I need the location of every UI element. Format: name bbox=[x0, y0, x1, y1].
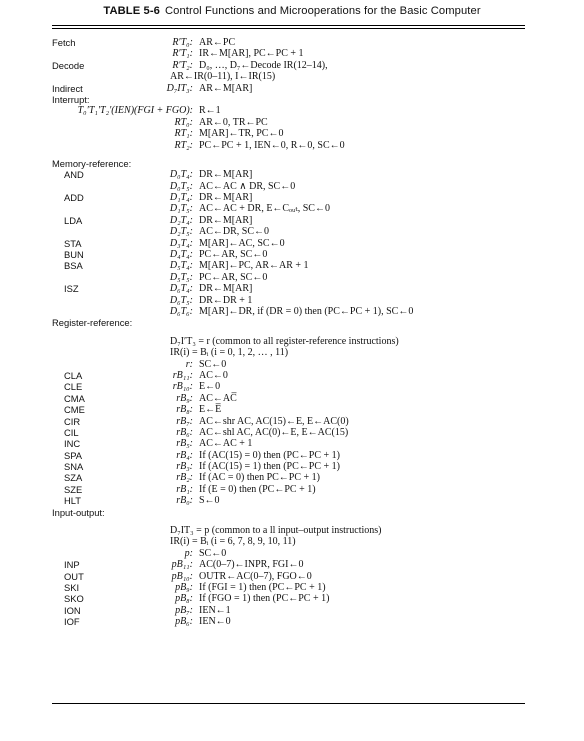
control-functions-table bbox=[0, 37, 584, 628]
table-row bbox=[0, 117, 584, 128]
table-row bbox=[0, 192, 584, 203]
row-section-label: INP bbox=[64, 559, 80, 571]
row-microoperation: If (AC = 0) then PC←PC + 1) bbox=[199, 472, 321, 484]
row-control-function: D₀T₄: bbox=[169, 169, 193, 181]
row-microoperation: AR←PC bbox=[199, 37, 236, 48]
row-section-label: LDA bbox=[64, 214, 83, 226]
table-row bbox=[0, 359, 584, 370]
table-row bbox=[0, 548, 584, 559]
table-row bbox=[0, 559, 584, 570]
row-section-label: IOF bbox=[64, 616, 80, 628]
row-control-function: D₁T₅: bbox=[169, 203, 193, 215]
row-microoperation: PC←PC + 1, IEN←0, R←0, SC←0 bbox=[199, 139, 345, 151]
row-section-label: SKO bbox=[64, 593, 84, 605]
row-microoperation: AC←DR, SC←0 bbox=[199, 226, 270, 238]
table-row bbox=[0, 472, 584, 483]
row-section-label: OUT bbox=[64, 570, 84, 582]
row-control-function: D₂T₄: bbox=[169, 214, 193, 226]
table-row bbox=[0, 169, 584, 180]
table-row bbox=[0, 215, 584, 226]
row-control-function: rB₈: bbox=[176, 404, 193, 416]
row-microoperation: M[AR]←PC, AR←AR + 1 bbox=[199, 260, 309, 272]
row-microoperation: If (FGI = 1) then (PC←PC + 1) bbox=[199, 581, 326, 593]
table-row bbox=[0, 181, 584, 192]
row-control-function: pB₈: bbox=[175, 593, 193, 605]
row-section-label: Fetch bbox=[52, 37, 76, 48]
row-control-function: pB₁₀: bbox=[171, 570, 193, 582]
row-section-label: CIR bbox=[64, 415, 81, 427]
row-spacer bbox=[0, 518, 584, 525]
row-microoperation: If (AC(15) = 0) then (PC←PC + 1) bbox=[199, 449, 340, 461]
row-control-function: R′T₀: bbox=[172, 37, 193, 48]
row-microoperation: SC←0 bbox=[199, 358, 227, 370]
row-microoperation: DR←M[AR] bbox=[199, 283, 253, 295]
row-section-label: CLE bbox=[64, 381, 83, 393]
row-control-function: pB₇: bbox=[175, 604, 193, 616]
row-section-label: INC bbox=[64, 438, 81, 450]
row-control-function: D₆T₆: bbox=[169, 305, 193, 317]
row-microoperation: SC←0 bbox=[199, 547, 227, 559]
row-section-label: STA bbox=[64, 237, 82, 249]
table-row bbox=[0, 203, 584, 214]
row-section-label: BSA bbox=[64, 260, 83, 272]
table-row bbox=[0, 37, 584, 48]
row-microoperation: R←1 bbox=[199, 105, 221, 117]
row-microoperation: DR←DR + 1 bbox=[199, 294, 253, 306]
row-control-function: D₀T₅: bbox=[169, 180, 193, 192]
row-control-function: pB₉: bbox=[175, 581, 193, 593]
row-control-function: rB₂: bbox=[176, 472, 193, 484]
row-control-function: rB₁₁: bbox=[172, 369, 193, 381]
row-microoperation: M[AR]←TR, PC←0 bbox=[199, 128, 284, 140]
row-microoperation: D₀, …, D₇←Decode IR(12–14), bbox=[199, 59, 328, 71]
row-section-label: CME bbox=[64, 404, 85, 416]
row-microoperation: If (FGO = 1) then (PC←PC + 1) bbox=[199, 593, 330, 605]
table-row bbox=[0, 381, 584, 392]
table-row bbox=[0, 347, 584, 358]
table-row bbox=[0, 605, 584, 616]
row-section-label: SNA bbox=[64, 461, 84, 473]
row-section-label: AND bbox=[64, 169, 84, 181]
table-row bbox=[0, 48, 584, 59]
row-section-label: Memory-reference: bbox=[52, 157, 132, 169]
row-section-label: CIL bbox=[64, 426, 79, 438]
row-control-function: D₅T₄: bbox=[169, 260, 193, 272]
row-control-function: rB₁₀: bbox=[172, 381, 193, 393]
row-control-function: pB₁₁: bbox=[171, 559, 193, 571]
row-control-function: rB₄: bbox=[176, 449, 193, 461]
table-row bbox=[0, 306, 584, 317]
row-microoperation: IEN←1 bbox=[199, 604, 231, 616]
row-control-function: D₅T₅: bbox=[169, 271, 193, 283]
table-row bbox=[0, 83, 584, 94]
row-control-function: D₆T₅: bbox=[169, 294, 193, 306]
table-row bbox=[0, 295, 584, 306]
table-row bbox=[0, 536, 584, 547]
table-row bbox=[0, 317, 584, 328]
row-control-function: R′T₁: bbox=[172, 48, 193, 60]
row-section-label: SZE bbox=[64, 483, 83, 495]
row-microoperation: AC←AC + 1 bbox=[199, 438, 253, 450]
table-row bbox=[0, 249, 584, 260]
table-row bbox=[0, 336, 584, 347]
row-microoperation: E←E̅ bbox=[199, 404, 222, 416]
row-control-function: T₀′T₁′T₂′(IEN)(FGI + FGO): bbox=[77, 105, 193, 117]
table-label: TABLE 5-6 bbox=[103, 5, 160, 17]
top-rule bbox=[52, 25, 525, 26]
row-microoperation: M[AR]←AC, SC←0 bbox=[199, 237, 285, 249]
row-microoperation: DR←M[AR] bbox=[199, 192, 253, 204]
row-microoperation: PC←AR, SC←0 bbox=[199, 271, 268, 283]
row-microoperation: IEN←0 bbox=[199, 616, 231, 628]
row-section-label: Register-reference: bbox=[52, 317, 133, 329]
table-row bbox=[0, 525, 584, 536]
table-row bbox=[0, 260, 584, 271]
row-control-function: RT₀: bbox=[174, 116, 193, 128]
table-row bbox=[0, 438, 584, 449]
row-microoperation: DR←M[AR] bbox=[199, 214, 253, 226]
row-microoperation: AC←AC ∧ DR, SC←0 bbox=[199, 180, 296, 192]
row-control-function: rB₅: bbox=[176, 438, 193, 450]
row-section-label: HLT bbox=[64, 495, 82, 507]
row-section-label: Interrupt: bbox=[52, 93, 90, 105]
row-section-label: SPA bbox=[64, 449, 83, 461]
table-row bbox=[0, 283, 584, 294]
row-section-label: ION bbox=[64, 604, 81, 616]
table-row bbox=[0, 461, 584, 472]
bottom-rule bbox=[52, 703, 525, 704]
row-microoperation: AC←shl AC, AC(0)←E, E←AC(15) bbox=[199, 426, 349, 438]
table-row bbox=[0, 571, 584, 582]
row-control-function: RT₂: bbox=[174, 139, 193, 151]
row-microoperation: AR←0, TR←PC bbox=[199, 116, 268, 128]
row-microoperation: AC(0–7)←INPR, FGI←0 bbox=[199, 559, 304, 571]
table-caption: Control Functions and Microoperations for the Basic Computer bbox=[164, 5, 481, 17]
row-microoperation: IR(i) = Bᵢ (i = 6, 7, 8, 9, 10, 11) bbox=[170, 536, 296, 548]
row-microoperation: If (AC(15) = 1) then (PC←PC + 1) bbox=[199, 461, 340, 473]
row-control-function: rB₇: bbox=[176, 415, 193, 427]
row-section-label: CLA bbox=[64, 369, 83, 381]
table-row bbox=[0, 158, 584, 169]
row-control-function: D₂T₅: bbox=[169, 226, 193, 238]
row-section-label: Indirect bbox=[52, 82, 83, 94]
table-row bbox=[0, 484, 584, 495]
row-control-function: rB₀: bbox=[176, 495, 193, 507]
table-row bbox=[0, 582, 584, 593]
row-section-label: Input-output: bbox=[52, 506, 105, 518]
row-microoperation: AR←IR(0–11), I←IR(15) bbox=[170, 71, 276, 83]
table-row bbox=[0, 593, 584, 604]
row-microoperation: OUTR←AC(0–7), FGO←0 bbox=[199, 570, 312, 582]
row-microoperation: If (E = 0) then (PC←PC + 1) bbox=[199, 483, 316, 495]
table-row bbox=[0, 238, 584, 249]
table-row bbox=[0, 495, 584, 506]
table-row bbox=[0, 94, 584, 105]
row-control-function: rB₁: bbox=[176, 483, 193, 495]
row-section-label: CMA bbox=[64, 392, 85, 404]
row-microoperation: M[AR]←DR, if (DR = 0) then (PC←PC + 1), SC←0 bbox=[199, 305, 414, 317]
table-row bbox=[0, 427, 584, 438]
table-row bbox=[0, 128, 584, 139]
row-microoperation: AC←AC̅ bbox=[199, 392, 237, 404]
row-control-function: D₆T₄: bbox=[169, 283, 193, 295]
row-section-label: ADD bbox=[64, 192, 84, 204]
row-control-function: D₁T₄: bbox=[169, 192, 193, 204]
row-section-label: SZA bbox=[64, 472, 83, 484]
row-microoperation: AC←AC + DR, E←Cₒᵤₜ, SC←0 bbox=[199, 203, 330, 215]
row-microoperation: E←0 bbox=[199, 381, 221, 393]
row-microoperation: IR←M[AR], PC←PC + 1 bbox=[199, 48, 304, 60]
row-control-function: rB₉: bbox=[176, 392, 193, 404]
row-microoperation: D₇I′T₃ = r (common to all register-reference instructions) bbox=[170, 335, 399, 347]
row-section-label: BUN bbox=[64, 249, 84, 261]
row-control-function: RT₁: bbox=[174, 128, 193, 140]
row-control-function: rB₆: bbox=[176, 426, 193, 438]
table-row bbox=[0, 71, 584, 82]
row-spacer bbox=[0, 151, 584, 158]
row-microoperation: S←0 bbox=[199, 495, 220, 507]
row-microoperation: AC←0 bbox=[199, 369, 228, 381]
table-row bbox=[0, 370, 584, 381]
table-row bbox=[0, 226, 584, 237]
table-row bbox=[0, 616, 584, 627]
row-microoperation: DR←M[AR] bbox=[199, 169, 253, 181]
table-row bbox=[0, 507, 584, 518]
table-row bbox=[0, 60, 584, 71]
row-microoperation: AR←M[AR] bbox=[199, 82, 253, 94]
row-microoperation: AC←shr AC, AC(15)←E, E←AC(0) bbox=[199, 415, 349, 427]
table-row bbox=[0, 404, 584, 415]
table-row bbox=[0, 450, 584, 461]
row-control-function: D₄T₄: bbox=[169, 249, 193, 261]
row-control-function: D₇IT₃: bbox=[166, 82, 193, 94]
row-section-label: ISZ bbox=[64, 283, 79, 295]
table-row bbox=[0, 105, 584, 116]
row-microoperation: D₇IT₃ = p (common to a ll input–output instructions) bbox=[170, 525, 382, 537]
row-control-function: pB₆: bbox=[175, 616, 193, 628]
table-row bbox=[0, 272, 584, 283]
table-row bbox=[0, 416, 584, 427]
row-control-function: rB₃: bbox=[176, 461, 193, 473]
row-control-function: r: bbox=[185, 358, 193, 370]
table-row bbox=[0, 393, 584, 404]
row-control-function: R′T₂: bbox=[172, 59, 193, 71]
row-microoperation: IR(i) = Bᵢ (i = 0, 1, 2, … , 11) bbox=[170, 347, 289, 359]
row-section-label: Decode bbox=[52, 59, 85, 71]
row-control-function: D₃T₄: bbox=[169, 237, 193, 249]
row-control-function: p: bbox=[184, 547, 193, 559]
row-section-label: SKI bbox=[64, 581, 80, 593]
table-title bbox=[0, 5, 584, 17]
top-rule-thin bbox=[52, 28, 525, 29]
table-row bbox=[0, 140, 584, 151]
row-spacer bbox=[0, 329, 584, 336]
row-microoperation: PC←AR, SC←0 bbox=[199, 249, 268, 261]
